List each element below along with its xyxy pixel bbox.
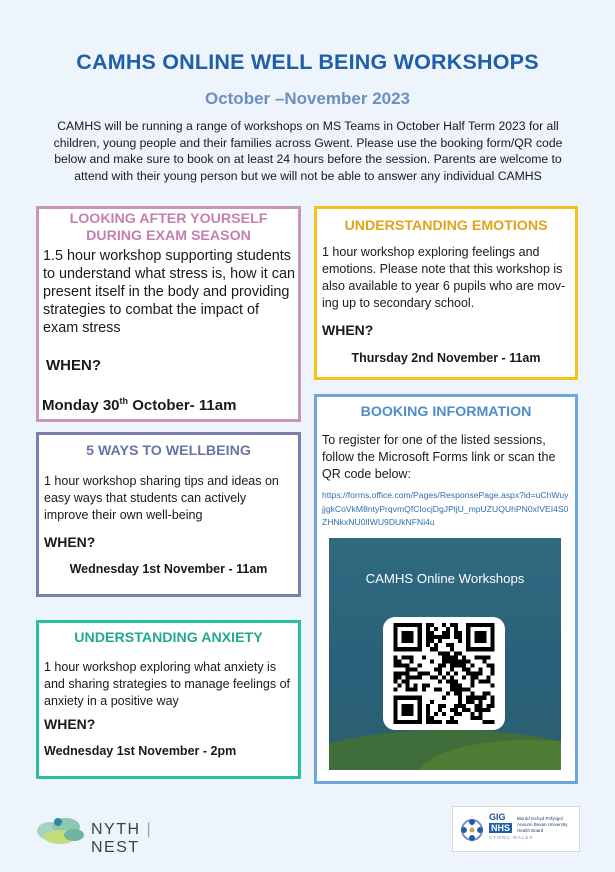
nyth-nest-logo [36,805,206,855]
qr-code-icon [391,623,497,724]
booking-description: To register for one of the listed sessions, follow the Microsoft Forms link or scan the QR code below: [322,433,556,481]
workshop-anxiety-card [36,620,301,779]
page-subtitle: October –November 2023 [204,89,411,108]
when-label: WHEN? [322,322,374,338]
workshop-description: 1 hour workshop sharing tips and ideas on easy ways that students can actively improve their own well-being [44,474,279,522]
when-label: WHEN? [44,534,96,550]
health-board-emblem-icon [457,815,487,845]
nyth-nest-wordmark: NYTH | NEST [91,821,153,856]
workshop-date: Monday 30th October- 11am [42,396,237,414]
workshop-emotions-card [314,206,578,380]
workshop-title: UNDERSTANDING EMOTIONS [344,218,548,234]
workshop-description: 1 hour workshop exploring what anxiety is and sharing strategies to manage feelings of anxiety in a positive way [44,660,290,708]
workshop-exam-season-card [36,206,301,422]
nhs-wales-logo: GIG NHS CYMRU WALES Bwrdd Iechyd Prifysgol Aneurin Bevan University Health Board [452,806,580,852]
booking-info-card [314,394,578,784]
qr-panel-title: CAMHS Online Workshops [365,571,525,586]
booking-form-link[interactable]: https://forms.office.com/Pages/ResponsePage.aspx?id=uChWuyjjgkCoVkM8ntyPrqvmQfCIocjDgJPljU_mpUZUQUhPN0xIVEI4S0ZHNkxNU0lIWU9DUkNFNi4u [322,490,569,527]
when-label: WHEN? [44,716,96,732]
qr-code[interactable] [383,617,505,730]
workshop-title: LOOKING AFTER YOURSELF DURING EXAM SEASON [69,211,268,244]
qr-panel [329,538,561,770]
page-title: CAMHS ONLINE WELL BEING WORKSHOPS [76,50,539,74]
workshop-title: UNDERSTANDING ANXIETY [74,630,263,646]
nyth-nest-logo-icon [36,811,86,847]
booking-title: BOOKING INFORMATION [360,404,532,420]
workshop-description: 1 hour workshop exploring feelings and emotions. Please note that this workshop is also available to year 6 pupils who are mov- ing up to secondary school. [322,245,566,310]
workshop-title: 5 WAYS TO WELLBEING [86,443,251,459]
workshop-date: Wednesday 1st November - 11am [69,562,268,576]
workshop-date: Thursday 2nd November - 11am [351,351,541,365]
intro-paragraph: CAMHS will be running a range of workshops on MS Teams in October Half Term 2023 for all children, young people and their families across Gwent. Please use the booking form/QR code below and make sure to book on at least 24 hours before the session. Parents are welcome to attend with their young person but we will not be able to answer any individual CAMHS [53,119,563,183]
when-label: WHEN? [46,357,101,374]
workshop-date: Wednesday 1st November - 2pm [44,744,237,758]
workshop-description: 1.5 hour workshop supporting students to understand what stress is, how it can present itself in the body and providing strategies to combat the impact of exam stress [43,248,295,336]
workshop-wellbeing-card [36,432,301,597]
